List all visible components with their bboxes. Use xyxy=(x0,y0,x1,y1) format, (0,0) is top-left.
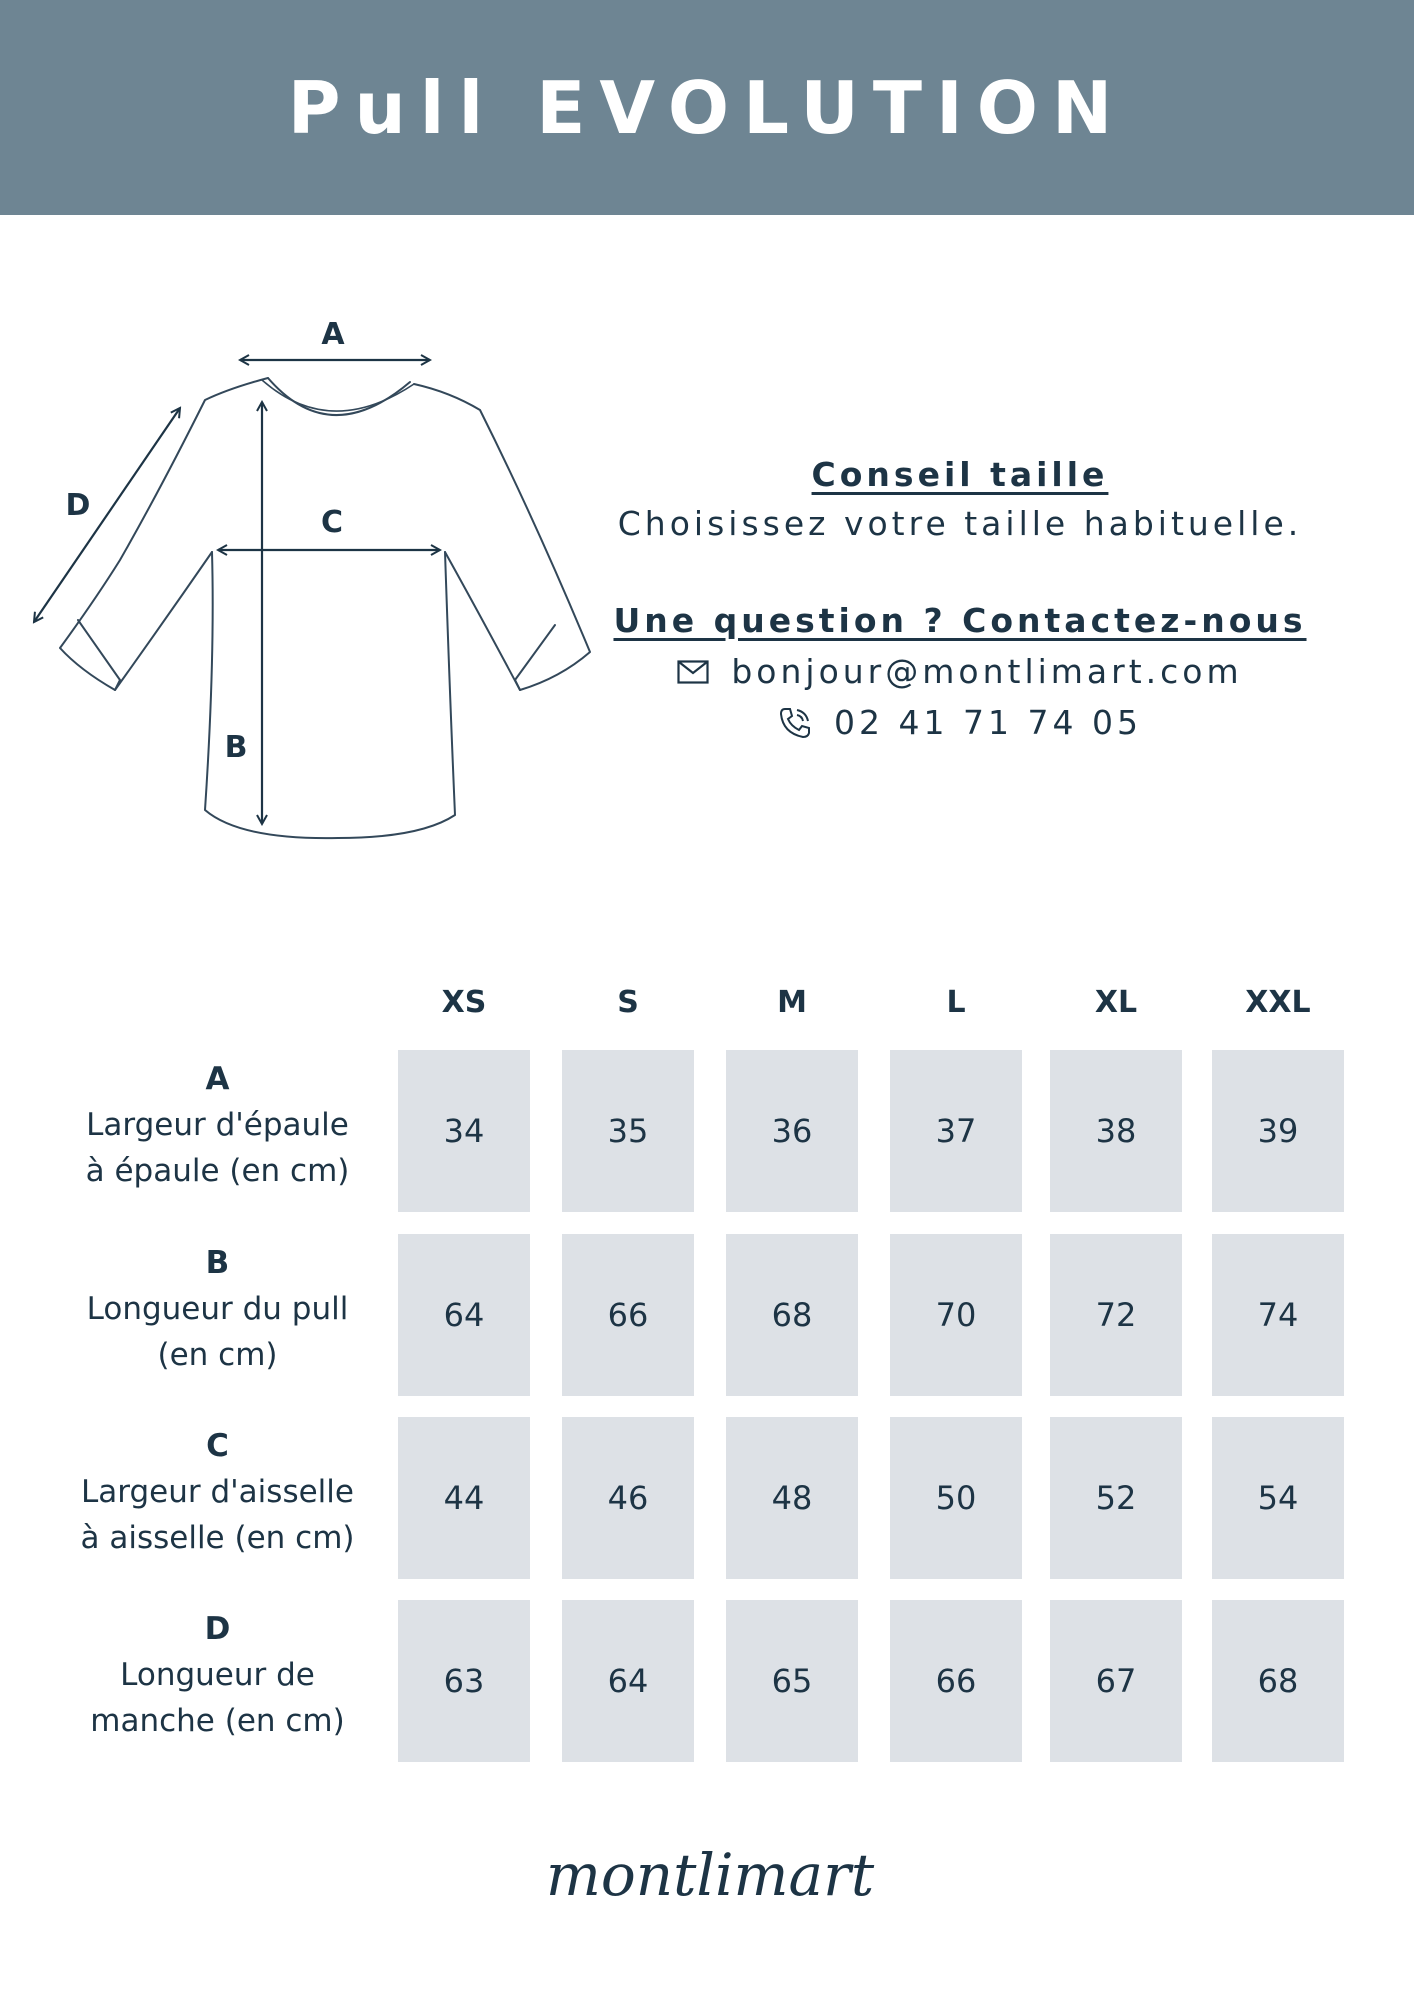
row-description: Largeur d'épaule à épaule (en cm) xyxy=(85,1107,350,1189)
contact-heading: Une question ? Contactez-nous xyxy=(613,601,1307,640)
size-cell: 66 xyxy=(562,1234,694,1396)
advice-text: Choisissez votre taille habituelle. xyxy=(617,504,1303,543)
phone-icon xyxy=(778,706,812,740)
label-b: B xyxy=(224,730,248,765)
size-cell: 38 xyxy=(1050,1050,1182,1212)
size-cell: 37 xyxy=(890,1050,1022,1212)
size-cell: 68 xyxy=(726,1234,858,1396)
row-description: Longueur de manche (en cm) xyxy=(90,1657,345,1739)
size-cell: 65 xyxy=(726,1600,858,1762)
email-link[interactable]: bonjour@montlimart.com xyxy=(731,652,1243,691)
size-cell: 70 xyxy=(890,1234,1022,1396)
size-cell: 35 xyxy=(562,1050,694,1212)
advice-heading: Conseil taille xyxy=(811,455,1109,494)
row-letter: A xyxy=(205,1061,230,1097)
row-description: Longueur du pull (en cm) xyxy=(86,1291,349,1373)
size-cell: 74 xyxy=(1212,1234,1344,1396)
mail-icon xyxy=(677,660,709,684)
size-cell: 48 xyxy=(726,1417,858,1579)
email-line xyxy=(590,652,1330,691)
row-description: Largeur d'aisselle à aisselle (en cm) xyxy=(80,1474,355,1556)
label-c: C xyxy=(320,505,344,540)
size-cell: 67 xyxy=(1050,1600,1182,1762)
size-cell: 66 xyxy=(890,1600,1022,1762)
row-label xyxy=(60,1606,375,1744)
phone-link[interactable]: 02 41 71 74 05 xyxy=(834,703,1142,742)
page-title: Pull EVOLUTION xyxy=(287,65,1127,150)
size-cell: 39 xyxy=(1212,1050,1344,1212)
size-header: S xyxy=(617,985,639,1020)
phone-line xyxy=(590,703,1330,742)
size-cell: 63 xyxy=(398,1600,530,1762)
header-banner xyxy=(0,0,1414,215)
size-header: M xyxy=(777,985,807,1020)
size-header: XL xyxy=(1094,985,1138,1020)
row-letter: B xyxy=(205,1245,230,1281)
row-label xyxy=(60,1056,375,1194)
row-letter: D xyxy=(204,1611,231,1647)
size-cell: 64 xyxy=(562,1600,694,1762)
size-cell: 44 xyxy=(398,1417,530,1579)
size-cell: 52 xyxy=(1050,1417,1182,1579)
montlimart-logo xyxy=(535,1835,885,1925)
svg-text:montlimart: montlimart xyxy=(545,1841,875,1909)
row-letter: C xyxy=(206,1428,229,1464)
size-cell: 54 xyxy=(1212,1417,1344,1579)
size-header: XXL xyxy=(1245,985,1311,1020)
size-cell: 68 xyxy=(1212,1600,1344,1762)
size-cell: 72 xyxy=(1050,1234,1182,1396)
size-cell: 46 xyxy=(562,1417,694,1579)
row-label xyxy=(60,1240,375,1378)
label-d: D xyxy=(65,488,91,523)
sweater-diagram xyxy=(20,300,600,860)
row-label xyxy=(60,1423,375,1561)
size-cell: 64 xyxy=(398,1234,530,1396)
size-cell: 34 xyxy=(398,1050,530,1212)
label-a: A xyxy=(321,317,345,352)
size-header: XS xyxy=(441,985,487,1020)
size-cell: 50 xyxy=(890,1417,1022,1579)
sweater-outline xyxy=(60,378,590,838)
size-header: L xyxy=(946,985,966,1020)
size-cell: 36 xyxy=(726,1050,858,1212)
info-panel xyxy=(590,455,1330,742)
